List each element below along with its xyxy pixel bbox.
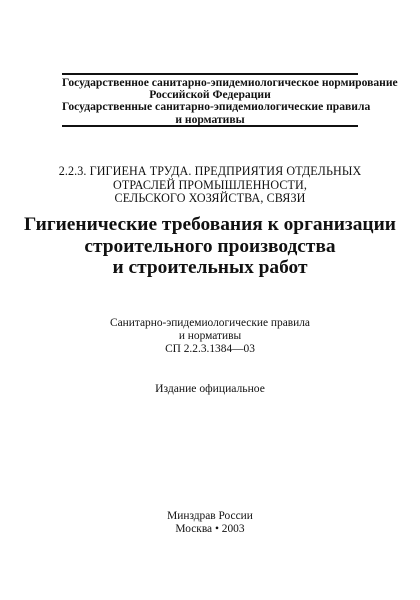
doc-type-line: Санитарно-эпидемиологические правила <box>110 317 310 329</box>
header-block <box>62 73 398 127</box>
publisher-footer <box>0 510 420 537</box>
title-line: Гигиенические требования к организации <box>24 214 396 235</box>
title-line: и строительных работ <box>112 257 308 278</box>
header-line: Государственное санитарно-эпидемиологическое нормирование <box>62 76 398 89</box>
header-line: Российской Федерации <box>149 88 271 102</box>
header-line: Государственные санитарно-эпидемиологические правила <box>62 100 371 114</box>
city-year: Москва • 2003 <box>175 523 245 536</box>
section-line: 2.2.3. ГИГИЕНА ТРУДА. ПРЕДПРИЯТИЯ ОТДЕЛЬНЫХ <box>58 164 362 178</box>
document-code: СП 2.2.3.1384—03 <box>165 343 255 355</box>
document-type <box>0 317 420 343</box>
section-line: ОТРАСЛЕЙ ПРОМЫШЛЕННОСТИ, <box>113 177 307 192</box>
title-line: строительного производства <box>84 235 336 257</box>
publisher-name: Минздрав России <box>167 510 253 522</box>
section-heading <box>0 165 420 206</box>
doc-type-line: и нормативы <box>178 330 242 342</box>
document-title <box>0 214 420 279</box>
section-line: СЕЛЬСКОГО ХОЗЯЙСТВА, СВЯЗИ <box>114 191 306 206</box>
edition-label: Издание официальное <box>155 382 265 395</box>
header-line: и нормативы <box>175 112 245 126</box>
